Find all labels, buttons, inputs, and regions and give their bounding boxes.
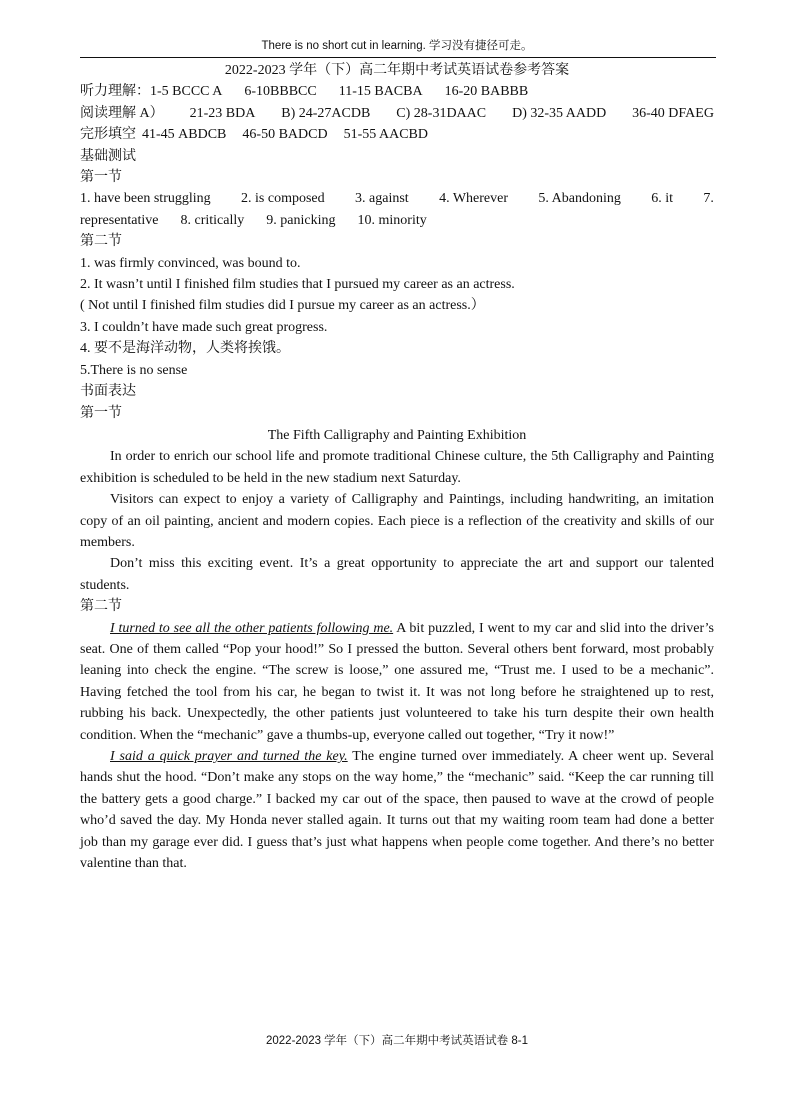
part-heading: 第一节	[80, 405, 122, 421]
cloze-group: 41-45 ABDCB	[142, 127, 227, 143]
reading-group: C) 28-31DAAC	[396, 105, 487, 121]
translation-answer: 4. 要不是海洋动物，人类将挨饿。	[80, 341, 290, 357]
translation-answer: 5.There is no sense	[80, 362, 188, 378]
answer-item: 7.	[703, 191, 714, 207]
answer-item: 10. minority	[357, 212, 427, 228]
story-text: A bit puzzled, I went to my car and slid into the driver’s seat. One of them called “Pop your hood!” So I pressed the button. Several others bent forward, most probably leaning into check the engine. “The screw is loose,” one assured me, “Trust me. I used to be a mechanic”. Having fetched the tool from his car, he began to twist it. It was not long before he straightened up to rest, rubbing his back. Unexpectedly, the other patients just volunteered to take his turn despite their own health condition. When the “mechanic” gave a thumbs-up, everyone called out together, “Try it now!”	[80, 620, 714, 743]
essay-title: The Fifth Calligraphy and Painting Exhibition	[267, 427, 527, 443]
answer-item: 5. Abandoning	[538, 191, 621, 207]
translation-answer: 1. was firmly convinced, was bound to.	[80, 255, 301, 271]
listening-group: 16-20 BABBB	[444, 84, 529, 100]
answer-item: 1. have been struggling	[80, 191, 211, 207]
basic-part1-row	[80, 210, 714, 231]
part-heading: 第一节	[80, 170, 122, 186]
answer-item: representative	[80, 212, 159, 228]
essay-paragraph: Visitors can expect to enjoy a variety of Calligraphy and Paintings, including handwriting, an imitation copy of an oil painting, ancient and modern copies. Each piece is a reflection of the creativity and skills of our members.	[80, 492, 714, 550]
answer-item: 6. it	[651, 191, 674, 207]
section-heading-writing: 书面表达	[80, 384, 136, 400]
reading-answers	[80, 103, 714, 124]
basic-part1-row	[80, 188, 714, 209]
listening-label: 听力理解：	[80, 84, 150, 100]
listening-group: 6-10BBBCC	[244, 84, 317, 100]
listening-group: 1-5 BCCC A	[150, 84, 223, 100]
part-heading: 第二节	[80, 234, 122, 250]
reading-group: 36-40 DFAEG	[632, 105, 714, 121]
part-heading: 第二节	[80, 599, 122, 615]
story-lead-sentence: I said a quick prayer and turned the key.	[110, 749, 348, 764]
answer-item: 4. Wherever	[439, 191, 509, 207]
story-lead-sentence: I turned to see all the other patients following me.	[110, 620, 394, 636]
listening-answers	[80, 81, 714, 102]
essay-paragraph: Don’t miss this exciting event. It’s a great opportunity to appreciate the art and support our talented students.	[80, 556, 714, 593]
translation-answer: 3. I couldn’t have made such great progress.	[80, 319, 328, 335]
essay-paragraph: In order to enrich our school life and promote traditional Chinese culture, the 5th Calligraphy and Painting exhibition is scheduled to be held in the new stadium next Saturday.	[80, 449, 714, 486]
answer-item: 8. critically	[180, 212, 245, 228]
section-heading-basic: 基础测试	[80, 148, 136, 164]
story-paragraph	[80, 746, 714, 874]
translation-answer-alt: ( Not until I finished film studies did I pursue my career as an actress.）	[80, 298, 485, 314]
answer-item: 9. panicking	[266, 212, 336, 228]
page-header-motto: There is no short cut in learning. 学习没有捷径可走。	[261, 40, 533, 52]
document-title: 2022-2023 学年（下）高二年期中考试英语试卷参考答案	[224, 63, 570, 78]
cloze-group: 46-50 BADCD	[242, 127, 328, 143]
cloze-label: 完形填空	[80, 127, 136, 143]
story-paragraph	[80, 618, 714, 746]
translation-answer: 2. It wasn’t until I finished film studies that I pursued my career as an actress.	[80, 277, 515, 293]
header-rule	[80, 57, 716, 58]
reading-group: B) 24-27ACDB	[281, 105, 371, 121]
reading-group: D) 32-35 AADD	[512, 105, 607, 121]
answer-item: 2. is composed	[241, 191, 325, 207]
page-footer: 2022-2023 学年（下）高二年期中考试英语试卷 8-1	[265, 1035, 528, 1047]
answer-item: 3. against	[355, 191, 409, 207]
cloze-group: 51-55 AACBD	[343, 127, 428, 143]
story-text: The engine turned over immediately. A cheer went up. Several hands shut the hood. “Don’t make any stops on the way home,” the “mechanic” said. “Keep the car running till the battery gets a good charge.” I backed my car out of the space, then paused to wave at the crowd of people who’d saved the day. My Honda never stalled again. It turns out that my waiting room team had done a better job than my garage ever did. I guess that’s just what happens when people come together. And there’s no better valentine than that.	[80, 749, 714, 872]
reading-label: 阅读理解 A）	[80, 105, 164, 121]
reading-group: 21-23 BDA	[189, 105, 256, 121]
listening-group: 11-15 BACBA	[338, 84, 423, 100]
cloze-answers	[80, 124, 714, 145]
page-content	[80, 60, 714, 874]
